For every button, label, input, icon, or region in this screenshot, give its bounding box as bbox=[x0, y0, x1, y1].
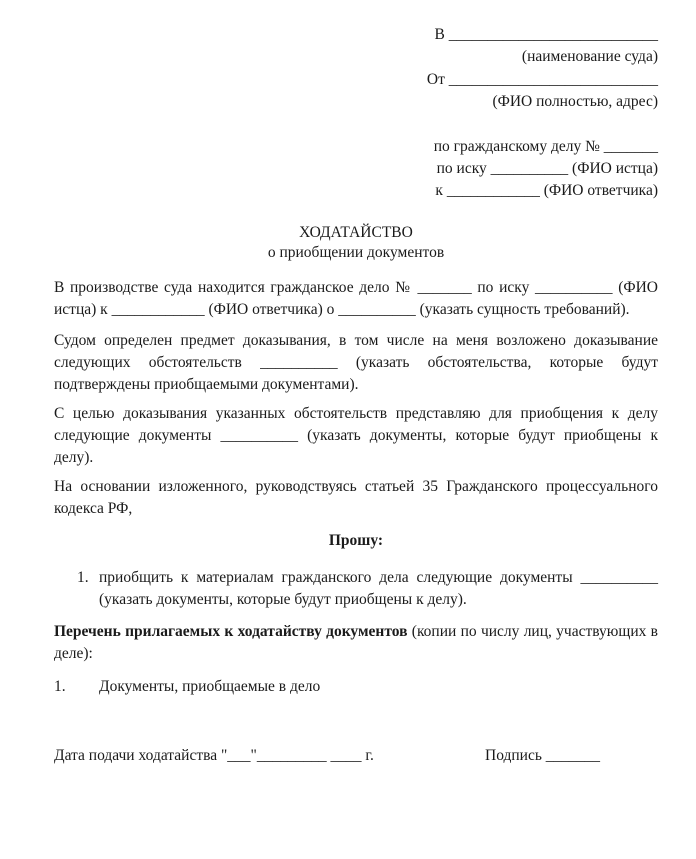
case-number-line: по гражданскому делу № _______ bbox=[433, 138, 658, 155]
attachment-item-number: 1. bbox=[54, 678, 66, 695]
attachments-heading-bold: Перечень прилагаемых к ходатайству документов bbox=[54, 623, 408, 640]
attachment-item-text: Документы, приобщаемые в дело bbox=[99, 678, 321, 695]
paragraph-case: В производстве суда находится гражданское дело № _______ по иску __________ (ФИО истца) к ____________ (ФИО ответчика) о __________ (указать сущность требований). bbox=[54, 279, 658, 318]
court-line: В ___________________________ bbox=[434, 26, 658, 43]
court-caption: (наименование суда) bbox=[521, 48, 658, 65]
paragraph-burden-of-proof: Судом определен предмет доказывания, в том числе на меня возложено доказывание следующих обстоятельств __________ (указать обстоятельства, которые будут подтверждены приобщаемыми документами). bbox=[54, 332, 658, 393]
signature-line: Подпись _______ bbox=[485, 747, 601, 764]
from-caption: (ФИО полностью, адрес) bbox=[492, 93, 658, 110]
paragraph-legal-basis: На основании изложенного, руководствуясь статьей 35 Гражданского процессуального кодекса РФ, bbox=[54, 478, 658, 517]
submission-date-line: Дата подачи ходатайства "___"_________ ____ г. bbox=[54, 747, 374, 764]
plaintiff-line: по иску __________ (ФИО истца) bbox=[436, 160, 658, 177]
document-subtitle: о приобщении документов bbox=[267, 244, 445, 261]
attachments-heading bbox=[54, 621, 658, 665]
request-heading: Прошу: bbox=[328, 532, 384, 549]
request-item-number: 1. bbox=[77, 569, 89, 586]
paragraph-documents: С целью доказывания указанных обстоятельств представляю для приобщения к делу следующие документы __________ (указать документы, которые будут приобщены к делу). bbox=[54, 405, 658, 466]
from-line: От ___________________________ bbox=[426, 71, 658, 88]
document-title: ХОДАТАЙСТВО bbox=[299, 224, 413, 241]
defendant-line: к ____________ (ФИО ответчика) bbox=[435, 182, 658, 199]
request-item-text: приобщить к материалам гражданского дела следующие документы __________ (указать документы, которые будут приобщены к делу). bbox=[99, 569, 658, 608]
attachments-heading-note: (копии по числу лиц, участвующих в деле): bbox=[54, 623, 658, 662]
